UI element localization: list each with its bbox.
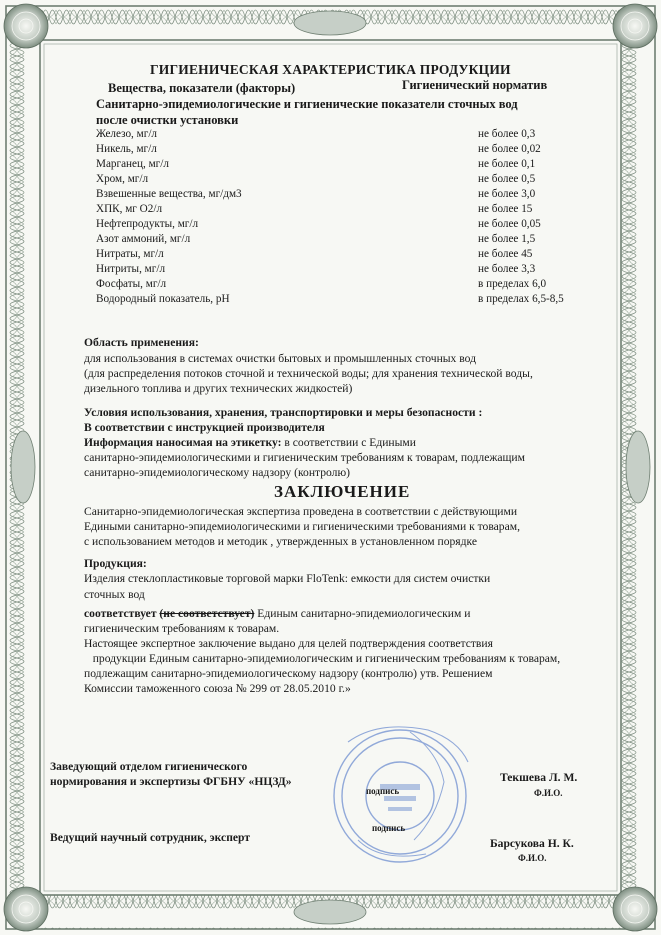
scope-line: дизельного топлива и других технических жидкостей)	[84, 382, 353, 395]
compliance-line: подлежащим санитарно-эпидемиологическому надзору (контролю) утв. Решением	[84, 667, 493, 680]
scope-heading: Область применения:	[84, 336, 199, 349]
indicator-name: Железо, мг/л	[96, 128, 158, 140]
indicator-name: Марганец, мг/л	[96, 158, 169, 170]
indicator-name: ХПК, мг О2/л	[96, 203, 163, 215]
compliance-line: продукции Единым санитарно-эпидемиологическим и гигиеническим требованиям к товарам,	[84, 652, 561, 665]
head-signature-caption: подпись	[366, 786, 400, 796]
indicator-value: не более 45	[478, 248, 533, 260]
conclusion-line: с использованием методов и методик , утвержденных в установленном порядке	[84, 535, 478, 548]
expert-name: Барсукова Н. К.	[490, 837, 574, 850]
indicator-value: не более 3,0	[478, 188, 536, 200]
head-name-caption: Ф.И.О.	[534, 788, 563, 798]
compliance-line: гигиеническим требованиям к товарам.	[84, 622, 280, 635]
indicator-value: не более 0,1	[478, 158, 536, 170]
indicator-row	[96, 188, 566, 202]
compliance-line	[84, 607, 470, 620]
scope-line: для использования в системах очистки бытовых и промышленных сточных вод	[84, 352, 477, 365]
indicator-name: Взвешенные вещества, мг/дм3	[96, 188, 242, 200]
indicator-value: не более 0,05	[478, 218, 541, 230]
indicator-row	[96, 278, 566, 292]
compliance-struck: (не соответствует)	[159, 607, 255, 620]
head-position-line2: нормирования и экспертизы ФГБНУ «НЦЗД»	[50, 775, 292, 788]
indicator-name: Нитриты, мг/л	[96, 263, 166, 275]
indicator-name: Фосфаты, мг/л	[96, 278, 167, 290]
product-line: Изделия стеклопластиковые торговой марки FloTenk: емкости для систем очистки	[84, 572, 491, 585]
indicator-name: Нитраты, мг/л	[96, 248, 164, 260]
indicator-value: не более 15	[478, 203, 533, 215]
conclusion-line: Едиными санитарно-эпидемиологическими и гигиеническими требованиями к товарам,	[84, 520, 520, 533]
indicator-value: не более 0,5	[478, 173, 536, 185]
expert-position: Ведущий научный сотрудник, эксперт	[50, 831, 251, 844]
conditions-heading: Условия использования, хранения, транспортировки и меры безопасности :	[84, 406, 483, 419]
product-heading: Продукция:	[84, 557, 147, 570]
column-header-substances: Вещества, показатели (факторы)	[108, 81, 296, 95]
indicator-row	[96, 218, 566, 232]
indicator-row	[96, 263, 566, 277]
label-info-heading: Информация наносимая на этикетку:	[84, 436, 282, 449]
conclusion-heading: ЗАКЛЮЧЕНИЕ	[274, 482, 411, 501]
indicator-name: Хром, мг/л	[96, 173, 149, 185]
conclusion-line: Санитарно-эпидемиологическая экспертиза проведена в соответствии с действующими	[84, 505, 518, 518]
column-header-norm: Гигиенический норматив	[402, 78, 548, 92]
head-position-line1: Заведующий отделом гигиенического	[50, 760, 248, 773]
indicator-name: Водородный показатель, рН	[96, 293, 230, 305]
indicator-row	[96, 173, 566, 187]
label-info-text: в соответствии с Едиными	[281, 436, 416, 449]
section-subtitle: после очистки установки	[96, 113, 239, 127]
product-line: сточных вод	[84, 588, 145, 601]
section-title: Санитарно-эпидемиологические и гигиенические показатели сточных вод	[96, 97, 518, 111]
head-name: Текшева Л. М.	[500, 771, 578, 784]
compliance-text: Единым санитарно-эпидемиологическим и	[254, 607, 471, 620]
indicator-row	[96, 293, 566, 307]
indicator-row	[96, 158, 566, 172]
indicator-value: не более 0,02	[478, 143, 541, 155]
expert-name-caption: Ф.И.О.	[518, 853, 547, 863]
conditions-value: В соответствии с инструкцией производителя	[84, 421, 325, 434]
document-title: ГИГИЕНИЧЕСКАЯ ХАРАКТЕРИСТИКА ПРОДУКЦИИ	[150, 62, 511, 77]
round-stamp	[318, 722, 478, 872]
indicator-value: не более 0,3	[478, 128, 536, 140]
indicator-row	[96, 233, 566, 247]
compliance-line: Комиссии таможенного союза № 299 от 28.05.2010 г.»	[84, 682, 351, 695]
indicator-row	[96, 128, 566, 142]
compliance-status: соответствует	[84, 607, 157, 620]
indicator-value: не более 1,5	[478, 233, 536, 245]
indicator-name: Никель, мг/л	[96, 143, 157, 155]
label-info-line: санитарно-эпидемиологическому надзору (контролю)	[84, 466, 350, 479]
expert-signature-caption: подпись	[372, 823, 406, 833]
indicator-row	[96, 143, 566, 157]
compliance-line: Настоящее экспертное заключение выдано для целей подтверждения соответствия	[84, 637, 493, 650]
indicator-row	[96, 248, 566, 262]
indicator-row	[96, 203, 566, 217]
label-info-line: санитарно-эпидемиологическими и гигиеническим требованиям к товарам, подлежащим	[84, 451, 525, 464]
indicator-name: Нефтепродукты, мг/л	[96, 218, 199, 230]
indicator-value: в пределах 6,0	[478, 278, 547, 290]
scope-line: (для распределения потоков сточной и технической воды; для хранения технической воды,	[84, 367, 533, 380]
indicator-value: в пределах 6,5-8,5	[478, 293, 564, 305]
label-info-line	[84, 436, 416, 449]
indicator-value: не более 3,3	[478, 263, 536, 275]
indicator-name: Азот аммоний, мг/л	[96, 233, 191, 245]
